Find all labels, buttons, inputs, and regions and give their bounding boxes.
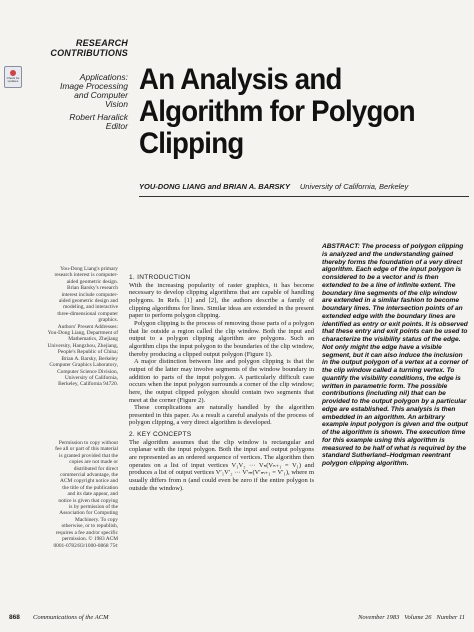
section-heading-key-concepts: 2. KEY CONCEPTS [129, 431, 192, 439]
sidenote-line: aided geometric design. [66, 278, 118, 285]
sidenote-line: Brian Barsky's research [67, 285, 118, 292]
body-paragraph: With the increasing popularity of raster graphics, it has become necessary to develop clipping algorithms that are capable of handling polygons. In Refs. [1] and [2], the authors describe a family of clipping algorithms for lines. Similar ideas are extended in the present paper to perform polygon clipping. [129, 281, 314, 320]
sidenote-line: commercial advantage, the [60, 472, 118, 479]
sidenote-line: interest include computer- [61, 291, 118, 298]
sidenote-line: fee all or part of this material [55, 446, 118, 453]
sidenote-line: Mathematics, Zhejiang [68, 336, 118, 343]
main-column [129, 274, 314, 492]
sidenote-line: permission. © 1983 ACM [62, 536, 118, 543]
sidenote-line: University of California, [64, 374, 118, 381]
sidenote-line: the title of the publication [62, 484, 118, 491]
section-label: Applications: Image Processing and Computer Vision [59, 72, 128, 109]
author-sidenote [14, 266, 118, 388]
page-number: 868 [9, 614, 20, 621]
author-affiliation: University of California, Berkeley [299, 182, 409, 191]
sidenote-line: Permission to copy without [58, 440, 118, 446]
sidenote-line: Computer Graphics Laboratory, [49, 362, 118, 369]
sidenote-line: Berkeley, California 94720. [58, 381, 118, 388]
sidenote-line: ACM copyright notice and [60, 478, 118, 485]
department-heading: RESEARCH CONTRIBUTIONS [50, 38, 128, 58]
permission-sidenote [14, 440, 118, 549]
sidenote-line: Authors' Present Addresses: [57, 323, 118, 330]
sidenote-line: You-Dong Liang's primary [60, 266, 118, 272]
sidenote-line: graphics. [98, 317, 118, 324]
sidenote-line: Computer Science Division, [57, 368, 118, 375]
journal-name: Communications of the ACM [33, 614, 109, 621]
sidenote-line: People's Republic of China; [57, 349, 118, 356]
sidenote-line: modeling, and interactive [63, 304, 118, 311]
sidenote-line: Brian A. Barsky, Berkeley [61, 355, 118, 362]
sidenote-line: aided geometric design and [58, 298, 118, 305]
sidenote-line: distributed for direct [73, 465, 118, 472]
sidenote-line: requires a fee and/or specific [55, 529, 118, 536]
author-names: YOU-DONG LIANG and BRIAN A. BARSKY [139, 182, 290, 191]
abstract: ABSTRACT: The process of polygon clipping is analyzed and the understanding gained thereby forms the foundation of a very direct algorithm. Each edge of the input polygon is considered to be a vector and is then extended to be a line of infinite extent. The boundary line segments of the clip window are extended in a similar fashion to become boundary lines. The intersection points of an extended edge with the boundary lines are identified as entry or exit points. It is observed that these entry and exit points can be used to characterize the visibility status of the edge. Not only might the edge have a visible segment, but it can also induce the inclusion in the output polygon of a vertex at a corner of the clip window called a turning vertex. To quantify the visibility conditions, the edge is written in parametric form. The possible contributions (including nil) that can be provided to the output polygon by a particular edge are established. This analysis is then embedded in an algorithm. An arbitrary example input polygon is given and the output of the algorithm is shown. The execution time for this example using this algorithm is measured to be half of what is required by the standard Sutherland–Hodgman reentrant polygon clipping algorithm. [322, 243, 468, 467]
title-divider [139, 196, 469, 197]
sidenote-line: Association for Computing [59, 510, 118, 517]
body-paragraph: Polygon clipping is the process of removing those parts of a polygon that lie outside a region called the clip window. Both the input and output to a polygon clipping algorithm are polygons. Such an algorithm clips the input polygon to the boundaries of the clip window, thereby producing a clipped output polygon (Figure 1). [129, 319, 314, 358]
section-heading-introduction: 1. INTRODUCTION [129, 274, 191, 281]
body-paragraph: The algorithm assumes that the clip window is rectangular and coplanar with the input polygon. Both the input and output polygons are represented as an ordered sequence of vertices. The algorithm then operates on a list of input vertices V₁V₂ ··· Vₙ(Vₙ₊₁ = V₁) and produces a list of output vertices V′₁V′₂ ··· V′ₘ(V′ₘ₊₁ = V′₁), where m usually differs from n (and could even be zero if the entire polygon is outside the window). [129, 438, 314, 492]
issue-info: November 1983 Volume 26 Number 11 [358, 614, 465, 621]
body-paragraph: These complications are naturally handled by the algorithm presented in this paper. As a result a careful analysis of the process of polygon clipping, a very direct algorithm is developed. [129, 404, 314, 427]
author-line [139, 182, 469, 191]
badge-label: Check for updates [6, 76, 20, 83]
sidenote-line: three-dimensional computer [57, 310, 118, 317]
sidenote-line: notice is given that copying [58, 497, 118, 504]
sidenote-line: copies are not made or [69, 459, 118, 466]
article-title: An Analysis and Algorithm for Polygon Clipping [139, 63, 415, 160]
sidenote-line: University, Hangzhou, Zhejiang, [47, 342, 118, 349]
editor-credit: Robert Haralick Editor [69, 112, 128, 131]
sidenote-line: and its date appear, and [67, 491, 118, 498]
sidenote-line: Machinery. To copy [74, 516, 118, 523]
sidenote-line: You-Dong Liang, Department of [47, 330, 118, 337]
sidenote-line: is granted provided that the [59, 452, 118, 459]
sidenote-line: is by permission of the [68, 504, 118, 511]
sidenote-line: research interest is computer- [54, 272, 118, 279]
sidenote-line: 0001-0782/83/1000-0868 75¢ [53, 542, 118, 549]
body-paragraph: A major distinction between line and polygon clipping is that the output of the latter may involve segments of the window boundary in addition to parts of the input polygon. A particularly difficult case occurs when the input polygon surrounds a corner of the clip window; here, the output clipped polygon should contain two segments that meet at the corner (Figure 2). [129, 358, 314, 404]
sidenote-line: otherwise, or to republish, [61, 523, 118, 530]
